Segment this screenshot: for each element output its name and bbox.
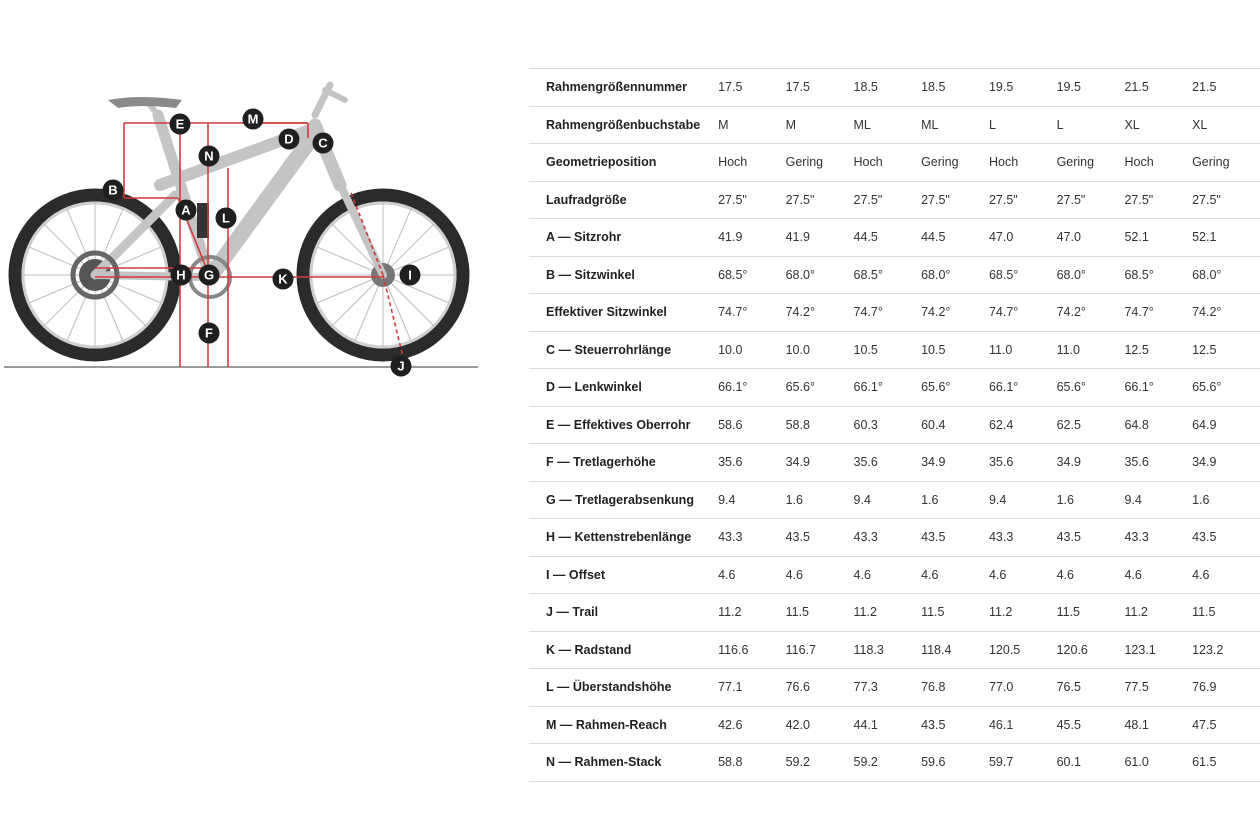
table-cell: 11.2 [1124, 594, 1192, 632]
table-cell: 1.6 [786, 481, 854, 519]
table-row [529, 219, 1260, 257]
table-cell: 52.1 [1192, 219, 1260, 257]
table-cell: Gering [1192, 144, 1260, 182]
table-row [529, 69, 1260, 107]
table-cell: 1.6 [921, 481, 989, 519]
row-label: Rahmengrößennummer [529, 69, 718, 107]
table-cell: 4.6 [786, 556, 854, 594]
table-cell: 45.5 [1057, 706, 1125, 744]
table-cell: 74.2° [1192, 294, 1260, 332]
table-cell: XL [1124, 106, 1192, 144]
table-cell: 42.0 [786, 706, 854, 744]
table-cell: 74.7° [718, 294, 786, 332]
table-cell: 74.2° [1057, 294, 1125, 332]
table-cell: 58.8 [786, 406, 854, 444]
row-label: Laufradgröße [529, 181, 718, 219]
label-marker-E [170, 114, 191, 135]
table-row [529, 481, 1260, 519]
table-cell: 77.3 [854, 669, 922, 707]
table-cell: 11.5 [1192, 594, 1260, 632]
table-cell: 44.5 [854, 219, 922, 257]
label-marker-K [273, 269, 294, 290]
table-row [529, 631, 1260, 669]
row-label: F — Tretlagerhöhe [529, 444, 718, 482]
table-cell: 59.2 [854, 744, 922, 782]
table-cell: 10.5 [921, 331, 989, 369]
svg-text:J: J [397, 358, 405, 374]
table-cell: 65.6° [786, 369, 854, 407]
row-label: E — Effektives Oberrohr [529, 406, 718, 444]
svg-text:I: I [408, 267, 412, 283]
table-cell: 68.0° [921, 256, 989, 294]
table-row [529, 106, 1260, 144]
table-cell: 43.5 [921, 706, 989, 744]
table-cell: Gering [921, 144, 989, 182]
table-cell: 74.7° [854, 294, 922, 332]
table-cell: 59.6 [921, 744, 989, 782]
geometry-table [529, 68, 1260, 782]
table-cell: Hoch [1124, 144, 1192, 182]
table-cell: 27.5" [854, 181, 922, 219]
table-cell: 65.6° [921, 369, 989, 407]
table-cell: Hoch [718, 144, 786, 182]
svg-text:B: B [108, 182, 118, 198]
table-cell: 27.5" [989, 181, 1057, 219]
table-cell: 66.1° [854, 369, 922, 407]
table-cell: 27.5" [786, 181, 854, 219]
row-label: H — Kettenstrebenlänge [529, 519, 718, 557]
saddle [108, 97, 182, 108]
row-label: A — Sitzrohr [529, 219, 718, 257]
table-cell: M [718, 106, 786, 144]
label-marker-H [171, 265, 192, 286]
table-cell: 43.3 [854, 519, 922, 557]
table-row [529, 256, 1260, 294]
table-cell: 66.1° [1124, 369, 1192, 407]
table-cell: 52.1 [1124, 219, 1192, 257]
table-cell: 116.7 [786, 631, 854, 669]
table-cell: 35.6 [1124, 444, 1192, 482]
table-cell: 17.5 [718, 69, 786, 107]
table-row [529, 406, 1260, 444]
table-cell: 65.6° [1057, 369, 1125, 407]
table-row [529, 181, 1260, 219]
table-cell: 11.5 [786, 594, 854, 632]
table-cell: 64.9 [1192, 406, 1260, 444]
table-row [529, 294, 1260, 332]
table-cell: 41.9 [786, 219, 854, 257]
table-cell: 10.5 [854, 331, 922, 369]
table-cell: 68.0° [1192, 256, 1260, 294]
table-cell: 11.2 [718, 594, 786, 632]
table-cell: 65.6° [1192, 369, 1260, 407]
table-cell: 74.7° [1124, 294, 1192, 332]
table-cell: 48.1 [1124, 706, 1192, 744]
table-cell: 68.0° [1057, 256, 1125, 294]
table-row [529, 444, 1260, 482]
table-cell: 27.5" [921, 181, 989, 219]
table-cell: 9.4 [854, 481, 922, 519]
table-cell: 46.1 [989, 706, 1057, 744]
table-cell: 10.0 [718, 331, 786, 369]
table-cell: ML [854, 106, 922, 144]
label-marker-N [199, 146, 220, 167]
table-cell: 10.0 [786, 331, 854, 369]
table-cell: Hoch [989, 144, 1057, 182]
row-label: L — Überstandshöhe [529, 669, 718, 707]
bike-frame [95, 85, 383, 277]
table-cell: 123.2 [1192, 631, 1260, 669]
table-cell: 44.5 [921, 219, 989, 257]
table-row [529, 144, 1260, 182]
table-cell: 1.6 [1192, 481, 1260, 519]
table-cell: M [786, 106, 854, 144]
table-cell: 62.4 [989, 406, 1057, 444]
table-cell: 34.9 [921, 444, 989, 482]
table-cell: 74.2° [921, 294, 989, 332]
svg-text:D: D [284, 131, 294, 147]
table-cell: 118.3 [854, 631, 922, 669]
row-label: Effektiver Sitzwinkel [529, 294, 718, 332]
row-label: D — Lenkwinkel [529, 369, 718, 407]
table-cell: 68.5° [854, 256, 922, 294]
table-cell: 17.5 [786, 69, 854, 107]
svg-text:A: A [181, 202, 191, 218]
table-cell: 35.6 [718, 444, 786, 482]
table-cell: 4.6 [718, 556, 786, 594]
table-cell: 66.1° [989, 369, 1057, 407]
table-cell: ML [921, 106, 989, 144]
table-cell: 43.5 [1057, 519, 1125, 557]
table-cell: 62.5 [1057, 406, 1125, 444]
label-marker-D [279, 129, 300, 150]
table-row [529, 594, 1260, 632]
row-label: Geometrieposition [529, 144, 718, 182]
row-label: I — Offset [529, 556, 718, 594]
table-cell: 27.5" [718, 181, 786, 219]
row-label: Rahmengrößenbuchstabe [529, 106, 718, 144]
table-cell: 66.1° [718, 369, 786, 407]
table-cell: 68.5° [1124, 256, 1192, 294]
table-cell: 1.6 [1057, 481, 1125, 519]
table-cell: 11.0 [989, 331, 1057, 369]
table-cell: 12.5 [1124, 331, 1192, 369]
table-cell: 27.5" [1192, 181, 1260, 219]
table-cell: 9.4 [989, 481, 1057, 519]
label-marker-M [243, 109, 264, 130]
row-label: N — Rahmen-Stack [529, 744, 718, 782]
table-cell: 4.6 [921, 556, 989, 594]
table-cell: 34.9 [786, 444, 854, 482]
table-cell: 18.5 [921, 69, 989, 107]
table-cell: 47.5 [1192, 706, 1260, 744]
table-cell: 47.0 [989, 219, 1057, 257]
table-cell: 9.4 [718, 481, 786, 519]
row-label: C — Steuerrohrlänge [529, 331, 718, 369]
table-cell: 11.5 [921, 594, 989, 632]
table-cell: 77.5 [1124, 669, 1192, 707]
table-cell: 44.1 [854, 706, 922, 744]
table-cell: Gering [786, 144, 854, 182]
table-cell: 11.5 [1057, 594, 1125, 632]
table-cell: 42.6 [718, 706, 786, 744]
table-cell: L [989, 106, 1057, 144]
table-cell: Gering [1057, 144, 1125, 182]
label-marker-B [103, 180, 124, 201]
table-cell: 35.6 [989, 444, 1057, 482]
table-cell: 43.3 [989, 519, 1057, 557]
svg-text:K: K [278, 271, 288, 287]
table-cell: 43.5 [1192, 519, 1260, 557]
table-cell: Hoch [854, 144, 922, 182]
label-marker-J [391, 356, 412, 377]
row-label: M — Rahmen-Reach [529, 706, 718, 744]
bike-geometry-diagram [0, 70, 480, 390]
table-cell: 11.2 [854, 594, 922, 632]
table-cell: 43.5 [786, 519, 854, 557]
table-cell: 18.5 [854, 69, 922, 107]
label-marker-G [199, 265, 220, 286]
table-cell: 4.6 [1057, 556, 1125, 594]
table-row [529, 706, 1260, 744]
table-cell: 61.0 [1124, 744, 1192, 782]
table-cell: 11.2 [989, 594, 1057, 632]
table-row [529, 744, 1260, 782]
table-cell: 60.3 [854, 406, 922, 444]
svg-text:L: L [222, 210, 230, 226]
table-cell: 21.5 [1124, 69, 1192, 107]
table-cell: 4.6 [1192, 556, 1260, 594]
table-cell: 58.6 [718, 406, 786, 444]
table-cell: 77.0 [989, 669, 1057, 707]
table-cell: 59.7 [989, 744, 1057, 782]
svg-text:N: N [204, 148, 214, 164]
row-label: G — Tretlagerabsenkung [529, 481, 718, 519]
table-cell: 76.6 [786, 669, 854, 707]
table-cell: 64.8 [1124, 406, 1192, 444]
table-cell: 59.2 [786, 744, 854, 782]
table-cell: 74.2° [786, 294, 854, 332]
table-cell: 77.1 [718, 669, 786, 707]
table-cell: 61.5 [1192, 744, 1260, 782]
table-cell: 120.6 [1057, 631, 1125, 669]
svg-text:M: M [247, 111, 259, 127]
table-row [529, 369, 1260, 407]
row-label: B — Sitzwinkel [529, 256, 718, 294]
row-label: J — Trail [529, 594, 718, 632]
label-marker-F [199, 323, 220, 344]
svg-text:G: G [203, 267, 215, 283]
table-cell: 43.3 [718, 519, 786, 557]
table-cell: 19.5 [1057, 69, 1125, 107]
table-cell: 4.6 [1124, 556, 1192, 594]
table-cell: 21.5 [1192, 69, 1260, 107]
table-cell: 41.9 [718, 219, 786, 257]
table-cell: 19.5 [989, 69, 1057, 107]
row-label: K — Radstand [529, 631, 718, 669]
table-row [529, 669, 1260, 707]
table-cell: 4.6 [989, 556, 1057, 594]
table-cell: 43.5 [921, 519, 989, 557]
table-cell: 60.4 [921, 406, 989, 444]
table-cell: 12.5 [1192, 331, 1260, 369]
table-cell: 76.5 [1057, 669, 1125, 707]
table-cell: 60.1 [1057, 744, 1125, 782]
table-cell: 68.0° [786, 256, 854, 294]
svg-text:E: E [175, 116, 185, 132]
table-cell: 47.0 [1057, 219, 1125, 257]
table-cell: 11.0 [1057, 331, 1125, 369]
table-cell: 58.8 [718, 744, 786, 782]
label-marker-L [216, 208, 237, 229]
table-row [529, 556, 1260, 594]
svg-text:F: F [205, 325, 213, 341]
table-row [529, 331, 1260, 369]
table-cell: 68.5° [989, 256, 1057, 294]
table-cell: 120.5 [989, 631, 1057, 669]
label-marker-I [400, 265, 421, 286]
table-cell: 76.8 [921, 669, 989, 707]
table-cell: 43.3 [1124, 519, 1192, 557]
table-cell: 27.5" [1124, 181, 1192, 219]
table-cell: 9.4 [1124, 481, 1192, 519]
svg-text:H: H [176, 267, 186, 283]
table-cell: 35.6 [854, 444, 922, 482]
label-marker-A [176, 200, 197, 221]
label-marker-C [313, 133, 334, 154]
table-cell: 27.5" [1057, 181, 1125, 219]
table-cell: XL [1192, 106, 1260, 144]
table-row [529, 519, 1260, 557]
table-cell: 118.4 [921, 631, 989, 669]
table-cell: L [1057, 106, 1125, 144]
table-cell: 34.9 [1192, 444, 1260, 482]
table-cell: 123.1 [1124, 631, 1192, 669]
table-cell: 76.9 [1192, 669, 1260, 707]
table-cell: 68.5° [718, 256, 786, 294]
table-cell: 4.6 [854, 556, 922, 594]
table-cell: 34.9 [1057, 444, 1125, 482]
table-cell: 74.7° [989, 294, 1057, 332]
table-cell: 116.6 [718, 631, 786, 669]
svg-text:C: C [318, 135, 328, 151]
